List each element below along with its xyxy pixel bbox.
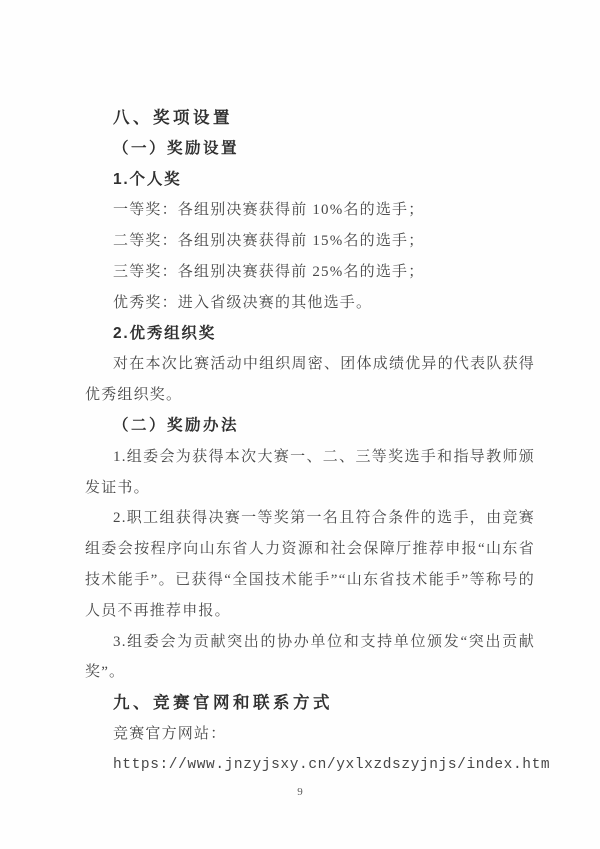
document-content: [85, 103, 551, 781]
heading-official-website-contact: 九、竞赛官网和联系方式: [113, 694, 333, 713]
heading-excellent-organization-award: 2.优秀组织奖: [113, 324, 217, 342]
line-excellence-award: 优秀奖：进入省级决赛的其他选手。: [113, 294, 373, 311]
heading-individual-award: 1.个人奖: [113, 170, 182, 188]
page-number: 9: [297, 786, 303, 798]
para-certificates: 1.组委会为获得本次大赛一、二、三等奖选手和指导教师颁发证书。: [85, 448, 535, 496]
line-third-prize: 三等奖：各组别决赛获得前 25%名的选手；: [113, 263, 425, 280]
para-organization-award: 对在本次比赛活动中组织周密、团体成绩优异的代表队获得优秀组织奖。: [85, 356, 535, 404]
heading-awards-setup: 八、奖项设置: [113, 109, 233, 127]
heading-reward-measures: （二）奖励办法: [113, 416, 240, 434]
line-official-website-label: 竞赛官方网站：: [113, 725, 227, 742]
para-contribution-award: 3.组委会为贡献突出的协办单位和支持单位颁发“突出贡献奖”。: [85, 633, 535, 681]
line-second-prize: 二等奖：各组别决赛获得前 15%名的选手；: [113, 233, 425, 250]
heading-reward-setup: （一）奖励设置: [113, 139, 240, 157]
para-staff-group-recommendation: 2.职工组获得决赛一等奖第一名且符合条件的选手，由竞赛组委会按程序向山东省人力资源和社会保障厅推荐申报“山东省技术能手”。已获得“全国技术能手”“山东省技术能手”等称号的人员不再推荐申报。: [85, 510, 535, 619]
line-website-url: https://www.jnzyjsxy.cn/yxlxzdszyjnjs/index.htm: [113, 756, 551, 773]
line-first-prize: 一等奖：各组别决赛获得前 10%名的选手；: [113, 202, 425, 219]
